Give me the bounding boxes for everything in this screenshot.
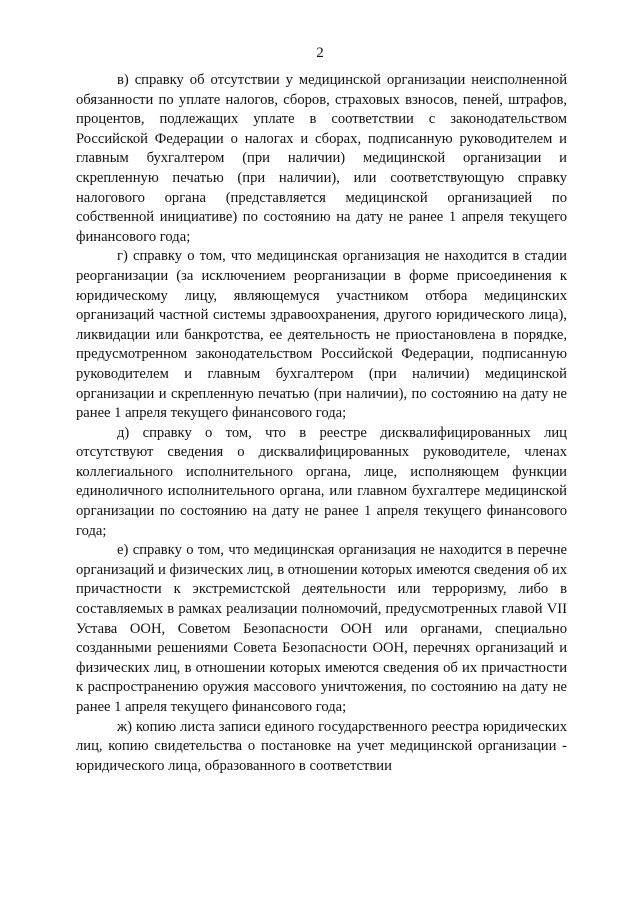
paragraph-zh: ж) копию листа записи единого государственного реестра юридических лиц, копию свидетельства о постановке на учет медицинской организации - юридического лица, образованного в соответствии [76,718,567,774]
paragraph-v: в) справку об отсутствии у медицинской организации неисполненной обязанности по уплате налогов, сборов, страховых взносов, пеней, штрафов, процентов, подлежащих уплате в соответствии с законодательством Российской Федерации о налогах и сборах, подписанную руководителем и главным бухгалтером (при наличии) медицинской организации и скрепленную печатью (при наличии), или соответствующую справку налогового органа (представляется медицинской организацией по собственной инициативе) по состоянию на дату не ранее 1 апреля текущего финансового года; [76,72,567,245]
paragraph-e: е) справку о том, что медицинская организация не находится в перечне организаций и физических лиц, в отношении которых имеются сведения об их причастности к экстремистской деятельности или терроризму, либо в составляемых в рамках реализации полномочий, предусмотренных главой VII Устава ООН, Советом Безопасности ООН или органами, специально созданными решениями Совета Безопасности ООН, перечнях организаций и физических лиц, в отношении которых имеются сведения об их причастности к распространению оружия массового уничтожения, по состоянию на дату не ранее 1 апреля текущего финансового года; [76,542,567,715]
page-number: 2 [316,45,324,61]
paragraph-g: г) справку о том, что медицинская организация не находится в стадии реорганизации (за исключением реорганизации в форме присоединения к юридическому лицу, являющемуся участником отбора медицинских организаций частной системы здравоохранения, другого юридического лица), ликвидации или банкротства, ее деятельность не приостановлена в порядке, предусмотренном законодательством Российской Федерации, подписанную руководителем и главным бухгалтером (при наличии) медицинской организации и скрепленную печатью (при наличии), по состоянию на дату не ранее 1 апреля текущего финансового года; [76,248,567,422]
paragraph-d: д) справку о том, что в реестре дисквалифицированных лиц отсутствуют сведения о дисквалифицированных руководителе, членах коллегиального исполнительного органа, лице, исполняющем функции единоличного исполнительного органа, или главном бухгалтере медицинской организации по состоянию на дату не ранее 1 апреля текущего финансового года; [76,424,567,539]
document-body [76,71,567,776]
